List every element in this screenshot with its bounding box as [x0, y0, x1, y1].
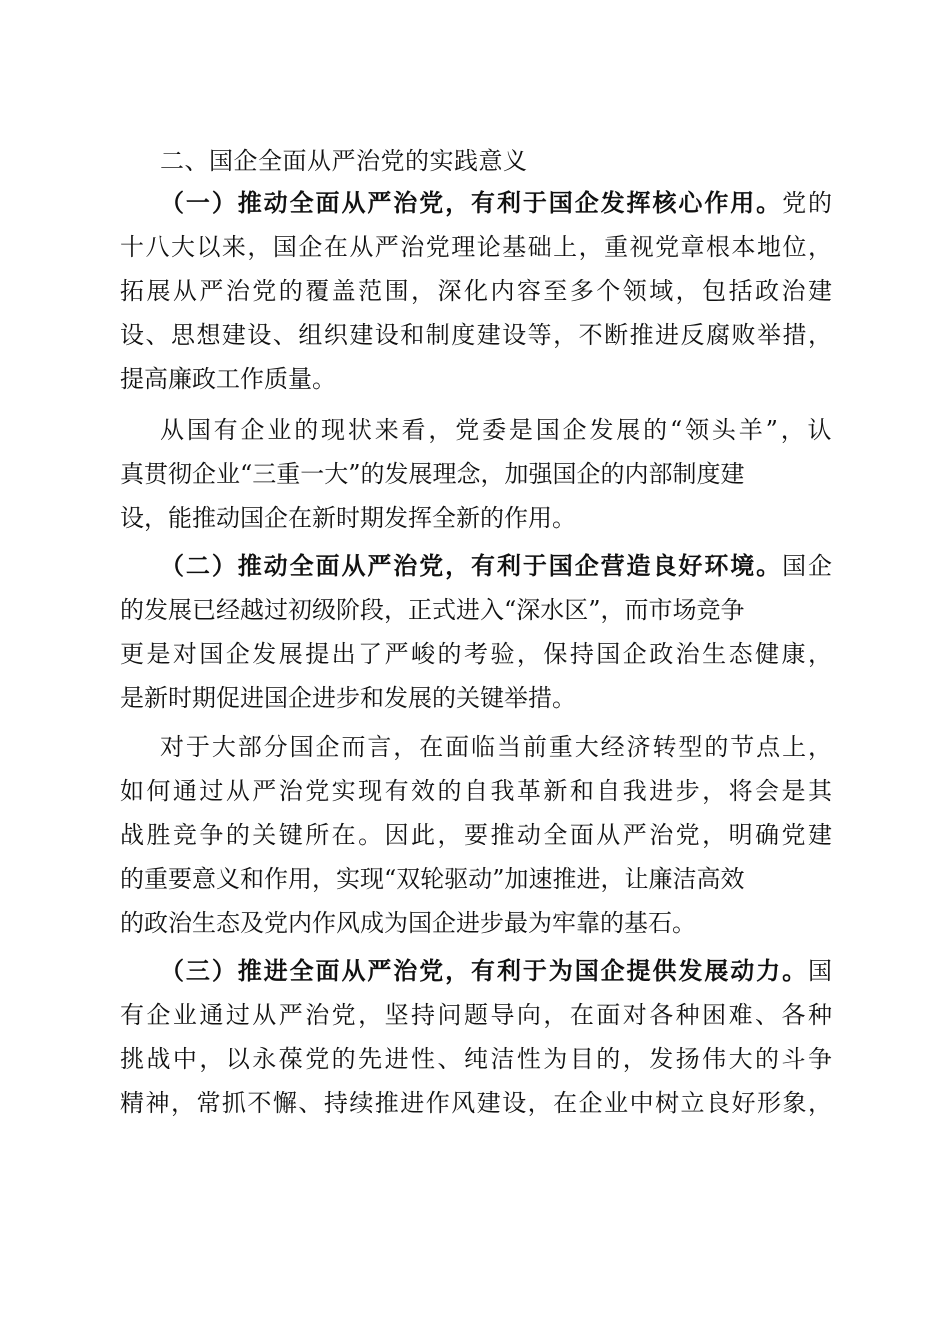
- paragraph-2-line-3: 设，能推动国企在新时期发挥全新的作用。: [120, 504, 576, 532]
- paragraph-4-line-5: 的政治生态及党内作风成为国企进步最为牢靠的基石。: [120, 909, 696, 937]
- paragraph-3-line-2: 的发展已经越过初级阶段，正式进入“深水区”，而市场竞争: [120, 596, 745, 624]
- subheading-3: （三）推进全面从严治党，有利于为国企提供发展动力。: [160, 956, 808, 985]
- subheading-1: （一）推动全面从严治党，有利于国企发挥核心作用。: [160, 188, 783, 217]
- paragraph-3-line-3: 更是对国企发展提出了严峻的考验，保持国企政治生态健康，: [120, 640, 835, 668]
- paragraph-3-line-4: 是新时期促进国企进步和发展的关键举措。: [120, 684, 576, 712]
- paragraph-2-line-2: 真贯彻企业“三重一大”的发展理念，加强国企的内部制度建: [120, 460, 745, 488]
- paragraph-2-line-1: 从国有企业的现状来看，党委是国企发展的“领头羊”，认: [160, 416, 835, 444]
- paragraph-5-line-2: 有企业通过从严治党，坚持问题导向，在面对各种困难、各种: [120, 1001, 835, 1029]
- paragraph-1-line-2: 十八大以来，国企在从严治党理论基础上，重视党章根本地位，: [120, 233, 834, 261]
- paragraph-4-line-1: 对于大部分国企而言，在面临当前重大经济转型的节点上，: [160, 733, 834, 761]
- paragraph-1-line-3: 拓展从严治党的覆盖范围，深化内容至多个领域，包括政治建: [120, 277, 835, 305]
- paragraph-1-line-1: （一）推动全面从严治党，有利于国企发挥核心作用。党的: [160, 188, 834, 217]
- paragraph-5-line-4: 精神，常抓不懈、持续推进作风建设，在企业中树立良好形象，: [120, 1089, 834, 1117]
- section-heading: 二、国企全面从严治党的实践意义: [160, 147, 528, 175]
- subheading-2: （二）推动全面从严治党，有利于国企营造良好环境。: [160, 551, 783, 580]
- paragraph-4-line-4: 的重要意义和作用，实现“双轮驱动”加速推进，让廉洁高效: [120, 865, 745, 893]
- paragraph-1-line-5: 提高廉政工作质量。: [120, 365, 336, 393]
- paragraph-1-line-4: 设、思想建设、组织建设和制度建设等，不断推进反腐败举措，: [120, 321, 834, 349]
- paragraph-4-line-2: 如何通过从严治党实现有效的自我革新和自我进步，将会是其: [120, 777, 835, 805]
- paragraph-5-line-1: （三）推进全面从严治党，有利于为国企提供发展动力。国: [160, 956, 834, 985]
- paragraph-3-line-1: （二）推动全面从严治党，有利于国企营造良好环境。国企: [160, 551, 834, 580]
- paragraph-4-line-3: 战胜竞争的关键所在。因此，要推动全面从严治党，明确党建: [120, 821, 835, 849]
- paragraph-5-line-3: 挑战中，以永葆党的先进性、纯洁性为目的，发扬伟大的斗争: [120, 1045, 835, 1073]
